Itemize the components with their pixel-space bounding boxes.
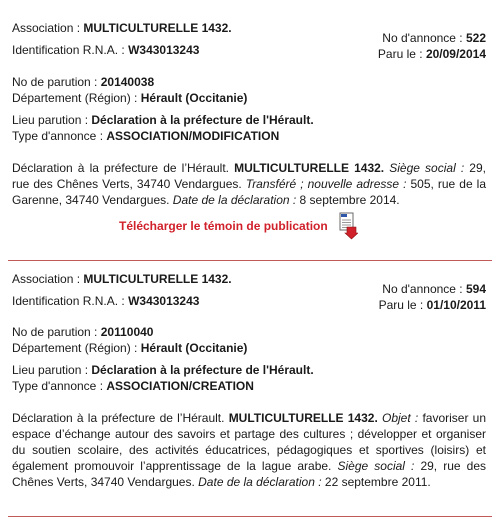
- association-name: MULTICULTURELLE 1432.: [83, 21, 232, 35]
- type-label: Type d'annonce :: [12, 129, 107, 143]
- lieu-value: Déclaration à la préfecture de l'Hérault.: [91, 363, 314, 377]
- desc-association-name: MULTICULTURELLE 1432.: [228, 411, 378, 425]
- association-line: [12, 20, 232, 36]
- paru-label: Paru le :: [377, 47, 426, 61]
- desc-text: 8 septembre 2014.: [296, 193, 400, 207]
- parution-line: [12, 74, 154, 90]
- desc-text: 29, rue des Chênes Verts, 34740 Vendargues.: [12, 459, 487, 489]
- paru-line: [378, 46, 486, 62]
- desc-key-date: Date de la déclaration :: [172, 193, 297, 207]
- desc-text: Déclaration à la préfecture de l’Hérault.: [12, 411, 229, 425]
- association-name: MULTICULTURELLE 1432.: [83, 272, 232, 286]
- lieu-label: Lieu parution :: [12, 363, 92, 377]
- rna-label: Identification R.N.A. :: [12, 43, 129, 57]
- departement-line: [12, 90, 247, 106]
- type-value: ASSOCIATION/MODIFICATION: [106, 129, 280, 143]
- rna-label: Identification R.N.A. :: [12, 294, 129, 308]
- annonce-card: [12, 20, 486, 245]
- paru-line: [379, 297, 486, 313]
- desc-key-date: Date de la déclaration :: [198, 475, 322, 489]
- desc-key-siege: Siège social :: [384, 161, 465, 175]
- rna-value: W343013243: [128, 43, 200, 57]
- pdf-download-icon[interactable]: [338, 212, 358, 240]
- lieu-line: [12, 362, 314, 378]
- parution-value: 20140038: [100, 75, 155, 89]
- lieu-line: [12, 112, 314, 128]
- paru-value: 20/09/2014: [425, 47, 486, 61]
- download-row: [119, 212, 358, 240]
- desc-text: favoriser un espace d’échange autour des savoirs et partage des cultures ; développer et organiser du soutien scolaire, des activités éducatrices, pédagogiques et sportives (loisirs) et également promouvoir l’apprentissage de la lague arabe.: [12, 411, 487, 473]
- desc-key-objet: Objet :: [377, 411, 419, 425]
- association-label: Association :: [12, 272, 84, 286]
- rna-line: [12, 42, 199, 58]
- rna-line: [12, 293, 199, 309]
- parution-line: [12, 324, 153, 340]
- desc-association-name: MULTICULTURELLE 1432.: [234, 161, 385, 175]
- departement-label: Département (Région) :: [12, 91, 141, 105]
- type-line: [12, 378, 254, 394]
- association-label: Association :: [12, 21, 84, 35]
- type-line: [12, 128, 279, 144]
- paru-label: Paru le :: [378, 298, 427, 312]
- desc-key-siege: Siège social :: [337, 459, 415, 473]
- annonce-description: [12, 410, 486, 490]
- annonce-number-value: 522: [465, 31, 486, 45]
- annonce-number-label: No d'annonce :: [382, 31, 466, 45]
- separator: [8, 260, 492, 261]
- type-label: Type d'annonce :: [12, 379, 107, 393]
- annonce-number-label: No d'annonce :: [382, 282, 466, 296]
- download-witness-link[interactable]: Télécharger le témoin de publication: [119, 219, 328, 233]
- type-value: ASSOCIATION/CREATION: [106, 379, 254, 393]
- departement-label: Département (Région) :: [12, 341, 141, 355]
- desc-key-transfert: Transféré ; nouvelle adresse :: [245, 177, 407, 191]
- desc-text: 29, rue des Chênes Verts, 34740 Vendargues.: [12, 161, 486, 191]
- lieu-label: Lieu parution :: [12, 113, 92, 127]
- desc-text: 22 septembre 2011.: [321, 475, 431, 489]
- rna-value: W343013243: [128, 294, 200, 308]
- lieu-value: Déclaration à la préfecture de l'Hérault.: [91, 113, 314, 127]
- annonce-card: [12, 271, 486, 501]
- desc-text: Déclaration à la préfecture de l’Hérault.: [12, 161, 235, 175]
- parution-value: 20110040: [100, 325, 154, 339]
- annonce-number-line: [382, 30, 486, 46]
- departement-line: [12, 340, 247, 356]
- departement-value: Hérault (Occitanie): [140, 341, 248, 355]
- paru-value: 01/10/2011: [426, 298, 486, 312]
- parution-label: No de parution :: [12, 75, 101, 89]
- departement-value: Hérault (Occitanie): [140, 91, 248, 105]
- annonce-description: [12, 160, 486, 208]
- association-line: [12, 271, 232, 287]
- annonce-number-value: 594: [465, 282, 486, 296]
- annonce-number-line: [382, 281, 486, 297]
- parution-label: No de parution :: [12, 325, 101, 339]
- desc-text: 505, rue de la Garenne, 34740 Vendargues.: [12, 177, 487, 207]
- separator: [8, 516, 492, 517]
